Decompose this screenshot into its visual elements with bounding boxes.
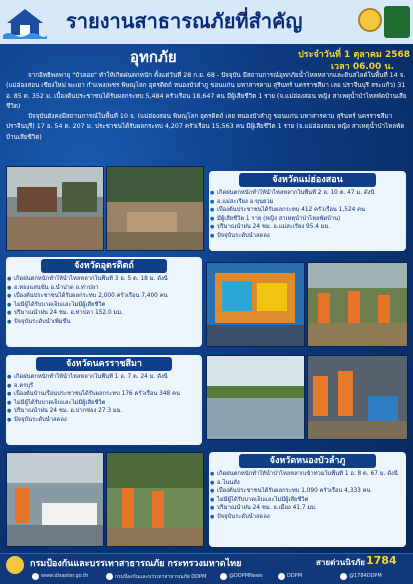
list-item: ● เกิดฝนตกหนักทำให้น้ำไหลหลากในพื้นที่ 3 อ. 5 ต. 18 ม. ดังนี้	[6, 275, 202, 284]
list-item: ● ปัจจุบันระดับน้ำลดลง	[209, 513, 406, 522]
page-title: รายงานสาธารณภัยที่สำคัญ	[66, 9, 303, 33]
list-item: ● ไม่มีผู้ได้รับบาดเจ็บและไม่มีผู้เสียชีวิต	[6, 301, 202, 310]
list-item: ● เบื้องต้นประชาชนได้รับผลกระทบ 2,000 ครัวเรือน 7,400 คน	[6, 292, 202, 301]
list-item: ● ปริมาณน้ำฝน 24 ชม. อ.ปากช่อง 27.3 มม.	[6, 407, 202, 416]
list-item: ● มีผู้เสียชีวิต 1 ราย (หญิง สาเหตุน้ำป่าไหลพัดบ้าน)	[209, 215, 406, 224]
card-title: จังหวัดอุตรดิตถ์	[41, 259, 167, 273]
report-time: เวลา 06.00 น.	[330, 62, 394, 72]
flood-photo	[106, 166, 204, 251]
list-item: ● เกิดฝนตกหนักทำให้น้ำไหลหลากในพื้นที่ 1 อ. 7 ต. 24 ม. ดังนี้	[6, 373, 202, 382]
list-item: ● ไม่มีผู้ได้รับบาดเจ็บและไม่มีผู้เสียชีวิต	[6, 399, 202, 408]
line-icon	[340, 573, 347, 580]
list-item: ● ปัจจุบันระดับน้ำลดลง	[209, 232, 406, 241]
footer-org-name: กรมป้องกันและบรรเทาสาธารณภัย กระทรวงมหาดไทย	[30, 559, 242, 569]
list-item: ● ปริมาณน้ำฝน 24 ชม. อ.เมือง 41.7 มม.	[209, 504, 406, 513]
twitter-icon	[220, 573, 227, 580]
relief-photo	[206, 262, 305, 347]
card-title: จังหวัดแม่ฮ่องสอน	[239, 173, 376, 187]
list-item: ● เกิดฝนตกหนักทำให้น้ำป่าไหลหลากเข้าท่วมในพื้นที่ 1 อ. 8 ต. 67 ม. ดังนี้	[209, 470, 406, 479]
twitter-link[interactable]: @DDPMNews	[229, 573, 263, 579]
house-flood-icon	[3, 5, 47, 39]
province-card-maehongson	[209, 171, 406, 251]
relief-photo	[307, 355, 408, 440]
province-card-uttaradit	[6, 257, 202, 347]
list-item: ● เบื้องต้นประชาชนได้รับผลกระทบ 412 ครัวเรือน 1,524 คน	[209, 206, 406, 215]
globe-icon	[32, 573, 39, 580]
hotline-label: สายด่วนนิรภัย	[316, 558, 365, 567]
boat-rescue-photo	[6, 452, 104, 547]
department-logo	[6, 556, 24, 574]
list-item: ● เบื้องต้นบ้านเรือนประชาชนได้รับผลกระทบ 176 ครัวเรือน 348 คน	[6, 390, 202, 399]
facebook-icon	[106, 573, 113, 580]
list-item: ● เบื้องต้นประชาชนได้รับผลกระทบ 1,090 ครัวเรือน 4,333 คน	[209, 487, 406, 496]
list-item: ● อ.ครบุรี	[6, 382, 202, 391]
list-item: ● ปริมาณน้ำฝน 24 ชม. อ.ท่าปลา 152.0 มม.	[6, 309, 202, 318]
card-list	[209, 470, 406, 522]
card-list	[6, 275, 202, 327]
relief-photo	[307, 262, 408, 347]
facebook-link[interactable]: กรมป้องกันและบรรเทาสาธารณภัย DDPM	[115, 574, 207, 580]
disaster-type-title: อุทกภัย	[130, 48, 177, 66]
summary-paragraph: จากอิทธิพลพายุ "บัวลอย" ทำให้เกิดฝนตกหนัก ตั้งแต่วันที่ 28 ก.ย. 68 - ปัจจุบัน มีสถานการณ์อุทกภัยน้ำไหลหลากและดินสไลด์ในพื้นที่ 14 จ. (แม่ฮ่องสอน เชียงใหม่ พะเยา กำแพงเพชร พิษณุโลก อุตรดิตถ์ หนองบัวลำภู ขอนแก่น มหาสารคาม สุรินทร์ นครราชสีมา เลย ปราจีนบุรี สระแก้ว) 31 อ. 85 ต. 352 ม. เบื้องต้นประชาชนได้รับผลกระทบ 5,484 ครัวเรือน 18,647 คน มีผู้เสียชีวิต 1 ราย (จ.แม่ฮ่องสอน หญิง สาเหตุน้ำป่าไหลพัดบ้านเสียชีวิต)	[6, 72, 407, 110]
report-date: ประจำวันที่ 1 ตุลาคม 2568	[298, 50, 410, 60]
list-item: ● อ.ทองแสนขัน อ.น้ำปาด อ.ท่าปลา	[6, 284, 202, 293]
summary-paragraph: ปัจจุบันยังคงมีสถานการณ์ในพื้นที่ 10 จ. (แม่ฮ่องสอน พิษณุโลก อุตรดิตถ์ เลย หนองบัวลำภู ขอนแก่น มหาสารคาม สุรินทร์ นครราชสีมา ปราจีนบุรี) 17 อ. 54 ต. 207 ม. ประชาชนได้รับผลกระทบ 4,207 ครัวเรือน 15,563 คน มีผู้เสียชีวิต 1 ราย (จ.แม่ฮ่องสอน หญิง สาเหตุน้ำป่าไหลพัดบ้านเสียชีวิต)	[6, 113, 405, 141]
youtube-link[interactable]: DDPM	[287, 573, 303, 579]
summary-text	[6, 71, 408, 164]
field-inspection-photo	[106, 452, 204, 547]
card-list	[6, 373, 202, 425]
list-item: ● อ.แม่สะเรียง อ.ขุนยวม	[209, 198, 406, 207]
list-item: ● ปัจจุบันระดับน้ำเพิ่มขึ้น	[6, 318, 202, 327]
line-link[interactable]: @1784DDPM	[349, 573, 382, 579]
list-item: ● ปัจจุบันระดับน้ำลดลง	[6, 416, 202, 425]
province-card-nongbualamphu	[209, 452, 406, 547]
list-item: ● ปริมาณน้ำฝน 24 ชม. อ.แม่สะเรียง 95.4 มม.	[209, 223, 406, 232]
hotline-number: 1784	[366, 554, 397, 567]
department-seal-logo	[358, 8, 382, 32]
flood-photo	[6, 166, 104, 251]
youtube-icon	[278, 573, 285, 580]
card-title: จังหวัดหนองบัวลำภู	[239, 454, 376, 468]
card-list	[209, 189, 406, 241]
list-item: ● ไม่มีผู้ได้รับบาดเจ็บและไม่มีผู้เสียชีวิต	[209, 496, 406, 505]
list-item: ● อ.โนนสัง	[209, 479, 406, 488]
list-item: ● เกิดฝนตกหนักทำให้น้ำไหลหลากในพื้นที่ 2 อ. 10 ต. 47 ม. ดังนี้	[209, 189, 406, 198]
flooded-field-photo	[206, 355, 305, 440]
website-link[interactable]: www.disaster.go.th	[41, 573, 89, 579]
card-title: จังหวัดนครราชสีมา	[36, 357, 172, 371]
province-card-nakhonratchasima	[6, 355, 202, 445]
ministry-logo	[384, 6, 410, 38]
